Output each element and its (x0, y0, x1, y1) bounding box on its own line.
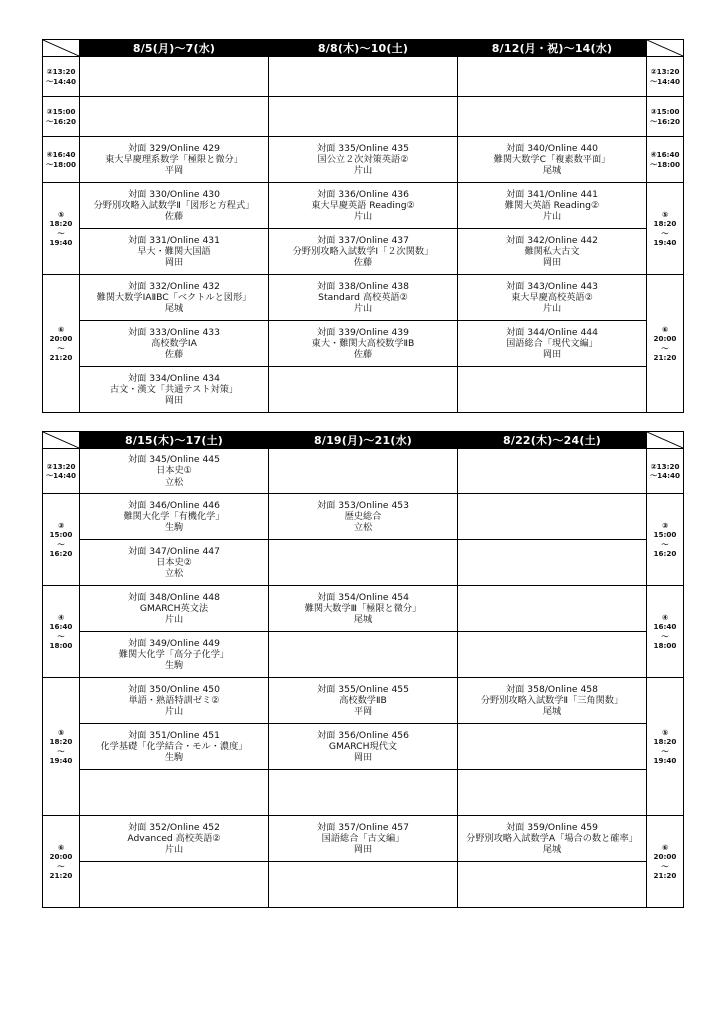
time-slot-2: ②13:20 〜14:40 (43, 449, 80, 494)
day-header-2: 8/19(月)〜21(水) (269, 432, 458, 449)
class-cell: 対面 346/Online 446 難関大化学「有機化学」 生駒 (80, 494, 269, 540)
class-cell-empty (458, 770, 647, 816)
corner-cell-left (43, 40, 80, 57)
class-cell: 対面 333/Online 433 高校数学ⅠA 佐藤 (80, 321, 269, 367)
class-cell: 対面 336/Online 436 東大早慶英語 Reading② 片山 (269, 183, 458, 229)
class-cell-empty (269, 449, 458, 494)
time-slot-4: ④16:40 〜18:00 (647, 137, 684, 183)
time-slot-6: ⑥ 20:00 〜 21:20 (43, 816, 80, 908)
class-cell-empty (80, 57, 269, 97)
class-cell: 対面 354/Online 454 難関大数学Ⅲ「極限と微分」 尾城 (269, 586, 458, 632)
class-cell-empty (458, 862, 647, 908)
class-cell: 対面 338/Online 438 Standard 高校英語② 片山 (269, 275, 458, 321)
class-cell: 対面 330/Online 430 分野別攻略入試数学Ⅱ「図形と方程式」 佐藤 (80, 183, 269, 229)
class-cell-empty (458, 586, 647, 632)
class-cell: 対面 337/Online 437 分野別攻略入試数学Ⅰ「２次関数」 佐藤 (269, 229, 458, 275)
day-header-1: 8/5(月)〜7(水) (80, 40, 269, 57)
class-cell: 対面 355/Online 455 高校数学ⅡB 平岡 (269, 678, 458, 724)
class-cell: 対面 348/Online 448 GMARCH英文法 片山 (80, 586, 269, 632)
class-cell: 対面 329/Online 429 東大早慶理系数学「極限と微分」 平岡 (80, 137, 269, 183)
class-cell-empty (80, 862, 269, 908)
day-header-3: 8/22(木)〜24(土) (458, 432, 647, 449)
class-cell: 対面 347/Online 447 日本史② 立松 (80, 540, 269, 586)
class-cell: 対面 353/Online 453 歴史総合 立松 (269, 494, 458, 540)
class-cell-empty (269, 770, 458, 816)
time-slot-3: ③15:00 〜16:20 (647, 97, 684, 137)
class-cell-empty (458, 540, 647, 586)
time-slot-5: ⑤ 18:20 〜 19:40 (43, 678, 80, 816)
corner-cell-right (647, 432, 684, 449)
class-cell: 対面 335/Online 435 国公立２次対策英語② 片山 (269, 137, 458, 183)
class-cell: 対面 352/Online 452 Advanced 高校英語② 片山 (80, 816, 269, 862)
class-cell-empty (458, 57, 647, 97)
day-header-3: 8/12(月・祝)〜14(水) (458, 40, 647, 57)
class-cell: 対面 339/Online 439 東大・難関大高校数学ⅡB 佐藤 (269, 321, 458, 367)
class-cell-empty (269, 57, 458, 97)
class-cell-empty (269, 540, 458, 586)
day-header-2: 8/8(木)〜10(土) (269, 40, 458, 57)
class-cell: 対面 356/Online 456 GMARCH現代文 岡田 (269, 724, 458, 770)
class-cell-empty (458, 724, 647, 770)
class-cell-empty (80, 97, 269, 137)
time-slot-3: ③ 15:00 〜 16:20 (647, 494, 684, 586)
class-cell: 対面 358/Online 458 分野別攻略入試数学Ⅱ「三角関数」 尾城 (458, 678, 647, 724)
time-slot-3: ③15:00 〜16:20 (43, 97, 80, 137)
class-cell-empty (269, 367, 458, 413)
time-slot-2: ②13:20 〜14:40 (647, 57, 684, 97)
time-slot-6: ⑥ 20:00 〜 21:20 (647, 816, 684, 908)
class-cell: 対面 357/Online 457 国語総合「古文編」 岡田 (269, 816, 458, 862)
corner-cell-right (647, 40, 684, 57)
class-cell: 対面 343/Online 443 東大早慶高校英語② 片山 (458, 275, 647, 321)
class-cell: 対面 350/Online 450 単語・熟語特訓ゼミ② 片山 (80, 678, 269, 724)
class-cell: 対面 340/Online 440 難関大数学C「複素数平面」 尾城 (458, 137, 647, 183)
time-slot-3: ③ 15:00 〜 16:20 (43, 494, 80, 586)
time-slot-4: ④ 16:40 〜 18:00 (43, 586, 80, 678)
time-slot-6: ⑥ 20:00 〜 21:20 (43, 275, 80, 413)
time-slot-5: ⑤ 18:20 〜 19:40 (647, 183, 684, 275)
class-cell: 対面 351/Online 451 化学基礎「化学結合・モル・濃度」 生駒 (80, 724, 269, 770)
class-cell-empty (458, 449, 647, 494)
class-cell: 対面 349/Online 449 難関大化学「高分子化学」 生駒 (80, 632, 269, 678)
time-slot-5: ⑤ 18:20 〜 19:40 (647, 678, 684, 816)
class-cell: 対面 334/Online 434 古文・漢文「共通テスト対策」 岡田 (80, 367, 269, 413)
time-slot-4: ④16:40 〜18:00 (43, 137, 80, 183)
time-slot-4: ④ 16:40 〜 18:00 (647, 586, 684, 678)
class-cell-empty (269, 632, 458, 678)
time-slot-5: ⑤ 18:20 〜 19:40 (43, 183, 80, 275)
class-cell: 対面 359/Online 459 分野別攻略入試数学A「場合の数と確率」 尾城 (458, 816, 647, 862)
time-slot-6: ⑥ 20:00 〜 21:20 (647, 275, 684, 413)
corner-cell-left (43, 432, 80, 449)
class-cell: 対面 344/Online 444 国語総合「現代文編」 岡田 (458, 321, 647, 367)
class-cell-empty (269, 862, 458, 908)
class-cell: 対面 341/Online 441 難関大英語 Reading② 片山 (458, 183, 647, 229)
day-header-1: 8/15(木)〜17(土) (80, 432, 269, 449)
class-cell-empty (458, 367, 647, 413)
class-cell: 対面 331/Online 431 早大・難関大国語 岡田 (80, 229, 269, 275)
time-slot-2: ②13:20 〜14:40 (43, 57, 80, 97)
time-slot-2: ②13:20 〜14:40 (647, 449, 684, 494)
class-cell: 対面 342/Online 442 難関私大古文 岡田 (458, 229, 647, 275)
schedule-table-2 (42, 431, 684, 908)
class-cell: 対面 332/Online 432 難関大数学ⅠAⅡBC「ベクトルと図形」 尾城 (80, 275, 269, 321)
class-cell-empty (269, 97, 458, 137)
class-cell-empty (458, 632, 647, 678)
class-cell-empty (80, 770, 269, 816)
class-cell-empty (458, 97, 647, 137)
schedule-table-1 (42, 39, 684, 413)
class-cell-empty (458, 494, 647, 540)
class-cell: 対面 345/Online 445 日本史① 立松 (80, 449, 269, 494)
